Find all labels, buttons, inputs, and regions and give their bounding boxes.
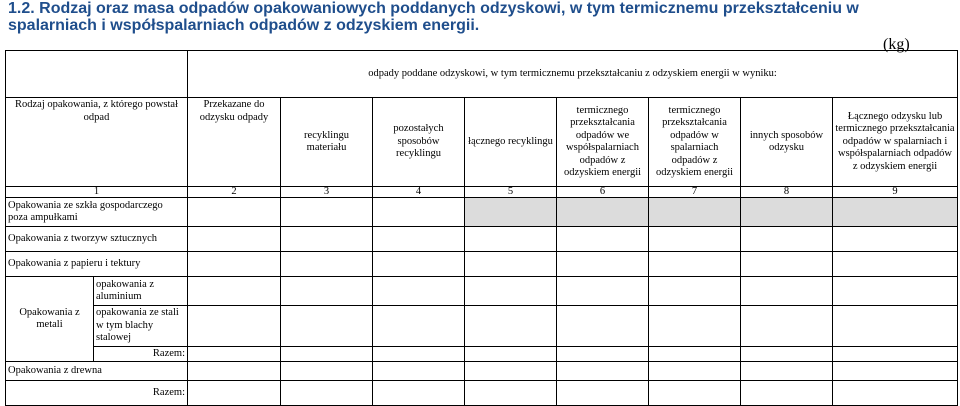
data-cell[interactable] <box>833 362 958 381</box>
row-label-plastic: Opakowania z tworzyw sztucznych <box>6 227 188 252</box>
header-transferred: Przekazane do odzysku odpady <box>188 98 281 187</box>
blank-header-cell <box>6 51 188 98</box>
row-label-paper: Opakowania z papieru i tektury <box>6 252 188 277</box>
shaded-cell <box>741 198 833 227</box>
column-number-cell: 5 <box>465 187 557 198</box>
data-cell[interactable] <box>741 252 833 277</box>
data-cell[interactable] <box>373 381 465 406</box>
data-cell[interactable] <box>281 381 373 406</box>
header-co-incineration: termicznego przekształcania odpadów we współspalarniach odpadów z odzyskiem energii <box>557 98 649 187</box>
table-row <box>6 227 958 252</box>
data-cell[interactable] <box>557 362 649 381</box>
data-cell[interactable] <box>281 227 373 252</box>
data-cell[interactable] <box>465 227 557 252</box>
data-cell[interactable] <box>649 346 741 362</box>
super-header-cell: odpady poddane odzyskowi, w tym termicznemu przekształcaniu z odzyskiem energii w wyniku: <box>188 51 958 98</box>
data-cell[interactable] <box>465 362 557 381</box>
data-cell[interactable] <box>188 252 281 277</box>
data-cell[interactable] <box>649 306 741 347</box>
table-row <box>6 346 958 362</box>
row-label-glass: Opakowania ze szkła gospodarczego poza ampułkami <box>6 198 188 227</box>
data-cell[interactable] <box>188 277 281 306</box>
shaded-cell <box>833 198 958 227</box>
data-cell[interactable] <box>188 362 281 381</box>
header-material-recycling: recyklingu materiału <box>281 98 373 187</box>
data-cell[interactable] <box>833 381 958 406</box>
data-cell[interactable] <box>833 277 958 306</box>
header-type: Rodzaj opakowania, z którego powstał odpad <box>6 98 188 187</box>
data-cell[interactable] <box>649 362 741 381</box>
data-cell[interactable] <box>373 346 465 362</box>
data-cell[interactable] <box>557 252 649 277</box>
column-number-cell: 9 <box>833 187 958 198</box>
data-cell[interactable] <box>557 227 649 252</box>
column-number-cell: 6 <box>557 187 649 198</box>
data-cell[interactable] <box>465 277 557 306</box>
column-header-row <box>6 98 958 187</box>
header-total-recovery: Łącznego odzysku lub termicznego przekształcania odpadów w spalarniach i współspalarniach odpadów z odzyskiem energii <box>833 98 958 187</box>
table-row <box>6 381 958 406</box>
data-cell[interactable] <box>281 277 373 306</box>
header-total-recycling: łącznego recyklingu <box>465 98 557 187</box>
data-cell[interactable] <box>373 362 465 381</box>
data-cell[interactable] <box>281 362 373 381</box>
data-cell[interactable] <box>373 227 465 252</box>
data-cell[interactable] <box>465 381 557 406</box>
data-cell[interactable] <box>741 381 833 406</box>
data-cell[interactable] <box>741 346 833 362</box>
row-label-metal-sum: Razem: <box>94 346 188 362</box>
column-number-cell: 4 <box>373 187 465 198</box>
data-cell[interactable] <box>465 252 557 277</box>
data-cell[interactable] <box>741 277 833 306</box>
data-cell[interactable] <box>188 227 281 252</box>
shaded-cell <box>649 198 741 227</box>
column-number-cell: 1 <box>6 187 188 198</box>
data-cell[interactable] <box>373 252 465 277</box>
recovery-table <box>5 50 958 406</box>
data-cell[interactable] <box>281 346 373 362</box>
data-cell[interactable] <box>741 227 833 252</box>
data-cell[interactable] <box>649 277 741 306</box>
table-row <box>6 362 958 381</box>
table-row <box>6 277 958 306</box>
data-cell[interactable] <box>373 277 465 306</box>
data-cell[interactable] <box>373 306 465 347</box>
data-cell[interactable] <box>281 252 373 277</box>
data-cell[interactable] <box>188 381 281 406</box>
table-row <box>6 198 958 227</box>
column-number-row <box>6 187 958 198</box>
table-row <box>6 306 958 347</box>
data-cell[interactable] <box>188 198 281 227</box>
shaded-cell <box>465 198 557 227</box>
data-cell[interactable] <box>833 227 958 252</box>
data-cell[interactable] <box>833 346 958 362</box>
data-cell[interactable] <box>557 381 649 406</box>
data-cell[interactable] <box>649 252 741 277</box>
row-label-aluminium: opakowania z aluminium <box>94 277 188 306</box>
data-cell[interactable] <box>373 198 465 227</box>
header-incineration: termicznego przekształcania odpadów w spalarniach odpadów z odzyskiem energii <box>649 98 741 187</box>
data-cell[interactable] <box>465 346 557 362</box>
header-other-recovery: innych sposobów odzysku <box>741 98 833 187</box>
row-label-wood: Opakowania z drewna <box>6 362 188 381</box>
unit-label: (kg) <box>883 36 910 53</box>
data-cell[interactable] <box>281 306 373 347</box>
row-label-metal-group: Opakowania z metali <box>6 277 94 362</box>
data-cell[interactable] <box>557 306 649 347</box>
row-label-total: Razem: <box>6 381 188 406</box>
column-number-cell: 2 <box>188 187 281 198</box>
data-cell[interactable] <box>188 306 281 347</box>
data-cell[interactable] <box>833 252 958 277</box>
data-cell[interactable] <box>557 277 649 306</box>
column-number-cell: 3 <box>281 187 373 198</box>
data-cell[interactable] <box>833 306 958 347</box>
column-number-cell: 7 <box>649 187 741 198</box>
data-cell[interactable] <box>188 346 281 362</box>
column-number-cell: 8 <box>741 187 833 198</box>
data-cell[interactable] <box>649 381 741 406</box>
super-header-row <box>6 51 958 98</box>
data-cell[interactable] <box>557 346 649 362</box>
table-row <box>6 252 958 277</box>
row-label-steel: opakowania ze stali w tym blachy stalowej <box>94 306 188 347</box>
data-cell[interactable] <box>649 227 741 252</box>
data-cell[interactable] <box>281 198 373 227</box>
data-cell[interactable] <box>465 306 557 347</box>
header-other-recycling: pozostałych sposobów recyklingu <box>373 98 465 187</box>
page-heading: 1.2. Rodzaj oraz masa odpadów opakowaniowych poddanych odzyskowi, w tym termicznemu przekształceniu w spalarniach i współspalarniach odpadów z odzyskiem energii. <box>8 0 859 34</box>
shaded-cell <box>557 198 649 227</box>
data-cell[interactable] <box>741 362 833 381</box>
data-cell[interactable] <box>741 306 833 347</box>
